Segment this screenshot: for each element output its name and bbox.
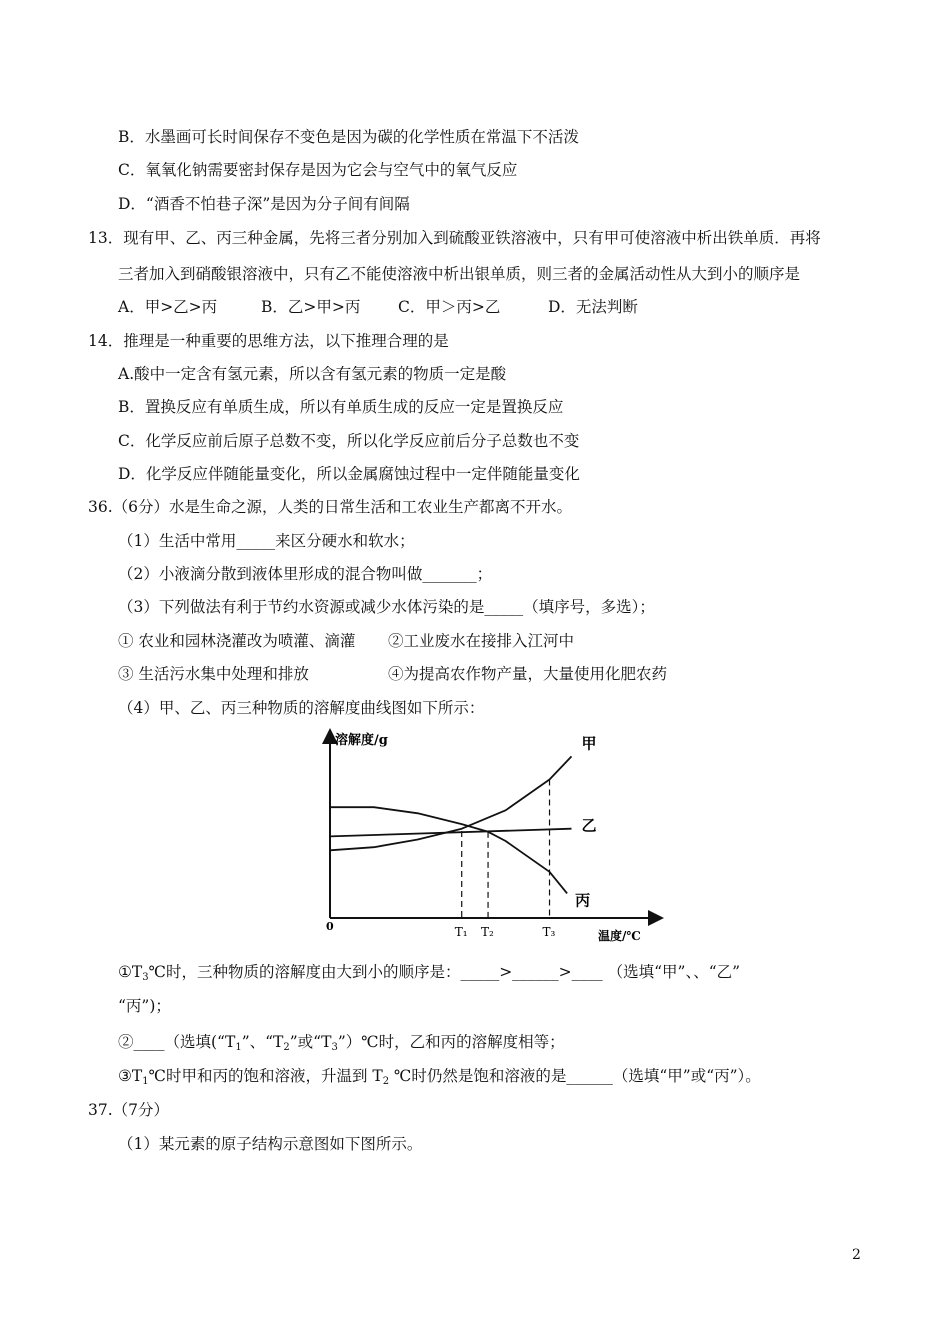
q14-option-b: B．置换反应有单质生成，所以有单质生成的反应一定是置换反应: [118, 398, 564, 416]
q36-sub-1-text-b: ℃时，三种物质的溶解度由大到小的顺序是：_____>______>____ （选填“甲”、、“乙”: [148, 963, 741, 981]
q36-choice-1: ① 农业和园林浇灌改为喷灌、滴灌: [118, 632, 356, 650]
page-number: 2: [852, 1247, 861, 1263]
q36-sub-2-text-d: ”）℃时，乙和丙的溶解度相等；: [337, 1033, 565, 1051]
q36-choices-row1: [118, 631, 574, 651]
q13-options: [118, 297, 638, 317]
q36-sub-2-sub1: 1: [235, 1042, 242, 1053]
x-tick-t2: T₂: [481, 925, 494, 939]
q13-option-d: D．无法判断: [548, 298, 638, 316]
q36-part-2: （2）小液滴分散到液体里形成的混合物叫做_______；: [118, 565, 493, 583]
q13-option-b: B．乙>甲>丙: [261, 298, 361, 316]
series-1-line: [330, 756, 572, 850]
q13-stem-line2: 三者加入到硝酸银溶液中，只有乙不能使溶液中析出银单质，则三者的金属活动性从大到小的顺序是: [118, 265, 801, 283]
series-2-line: [330, 829, 572, 837]
q36-sub-3-sub1: 1: [142, 1076, 149, 1087]
q36-sub-2-sub3: 3: [331, 1042, 338, 1053]
series-2-label: 乙: [581, 816, 597, 835]
q36-sub-3-sub2: 2: [382, 1076, 390, 1087]
series-3-line: [330, 807, 567, 893]
q36-sub-2: [118, 1032, 565, 1058]
series-3-label: 丙: [575, 891, 591, 910]
solubility-chart: [315, 728, 665, 948]
q12-option-b: B．水墨画可长时间保存不变色是因为碳的化学性质在常温下不活泼: [118, 128, 579, 146]
q36-sub-2-text-a: ②____（选填(“T: [118, 1033, 236, 1051]
q36-stem: 36.（6分）水是生命之源，人类的日常生活和工农业生产都离不开水。: [88, 498, 573, 516]
q36-sub-3: [118, 1066, 761, 1092]
q36-sub-1-subscript: 3: [142, 972, 149, 983]
q12-option-c: C．氧氧化钠需要密封保存是因为它会与空气中的氧气反应: [118, 161, 518, 179]
q36-sub-1-text-a: ①T: [118, 963, 143, 981]
q36-choices-row2: [118, 664, 667, 684]
chart-axes: [330, 732, 660, 918]
x-tick-t1: T₁: [454, 925, 468, 939]
q36-sub-3-text-c: ℃时仍然是饱和溶液的是______（选填“甲”或“丙”）。: [389, 1067, 761, 1085]
x-axis-label: 温度/℃: [598, 929, 641, 943]
q36-sub-1: [118, 962, 740, 988]
q36-sub-2-text-c: ”或“T: [289, 1033, 332, 1051]
chart-labels: [326, 732, 641, 943]
q36-choice-2: ②工业废水在接排入江河中: [388, 632, 575, 650]
q14-option-d: D．化学反应伴随能量变化，所以金属腐蚀过程中一定伴随能量变化: [118, 465, 580, 483]
chart-series: [330, 756, 572, 893]
q36-part-4: （4）甲、乙、丙三种物质的溶解度曲线图如下所示：: [118, 699, 485, 717]
origin-label: 0: [326, 920, 334, 933]
chart-guides: [462, 779, 550, 918]
q12-option-d: D．“酒香不怕巷子深”是因为分子间有间隔: [118, 195, 410, 213]
x-tick-t3: T₃: [542, 925, 556, 939]
q36-sub-1-cont: “丙”)；: [118, 997, 171, 1015]
q13-stem-line1: 13．现有甲、乙、丙三种金属，先将三者分别加入到硫酸亚铁溶液中，只有甲可使溶液中析出铁单质．再将: [88, 229, 821, 247]
q13-option-a: A．甲>乙>丙: [118, 298, 218, 316]
q36-sub-2-text-b: ”、“T: [241, 1033, 284, 1051]
q37-stem: 37.（7分）: [88, 1101, 170, 1119]
q13-option-c: C．甲＞丙>乙: [398, 298, 501, 316]
q36-part-1: （1）生活中常用_____来区分硬水和软水；: [118, 532, 415, 550]
q36-sub-3-text-b: ℃时甲和丙的饱和溶液，升温到 T: [148, 1067, 383, 1085]
q37-part-1: （1）某元素的原子结构示意图如下图所示。: [118, 1135, 423, 1153]
y-axis-label: 溶解度/g: [335, 733, 388, 748]
q36-sub-2-sub2: 2: [283, 1042, 290, 1053]
q36-sub-3-text-a: ③T: [118, 1067, 143, 1085]
q36-choice-3: ③ 生活污水集中处理和排放: [118, 665, 309, 683]
series-1-label: 甲: [581, 734, 597, 753]
q14-stem: 14．推理是一种重要的思维方法，以下推理合理的是: [88, 332, 449, 350]
q36-choice-4: ④为提高农作物产量，大量使用化肥农药: [388, 665, 668, 683]
q36-part-3: （3）下列做法有利于节约水资源或减少水体污染的是_____（填序号，多选）；: [118, 598, 655, 616]
q14-option-a: A.酸中一定含有氢元素，所以含有氢元素的物质一定是酸: [118, 365, 507, 383]
q14-option-c: C．化学反应前后原子总数不变，所以化学反应前后分子总数也不变: [118, 432, 580, 450]
